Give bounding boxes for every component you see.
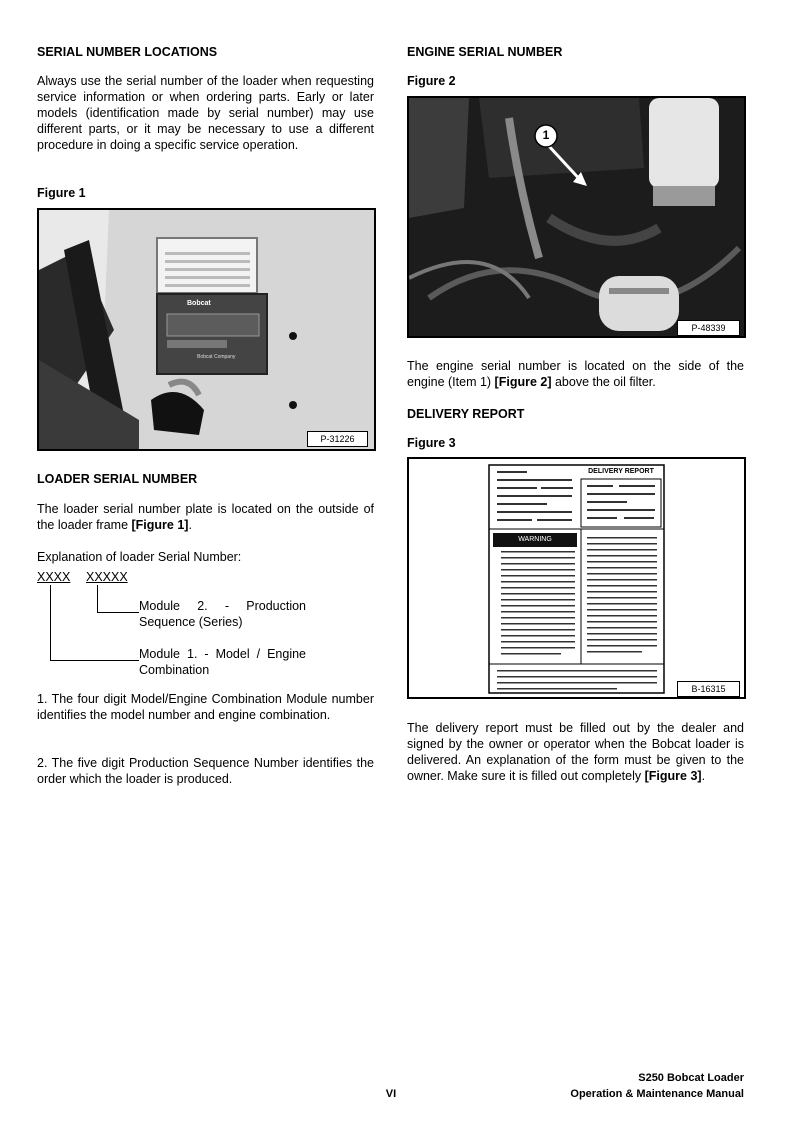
- figure3-form: [407, 457, 746, 699]
- delivery-report-text-end: .: [701, 769, 706, 783]
- engine-illustration: [409, 98, 744, 336]
- loader-serial-text-end: .: [188, 518, 192, 532]
- figure3-ref: B-16315: [677, 681, 740, 697]
- plate-brand: Bobcat: [187, 300, 211, 307]
- engine-serial-text: The engine serial number is located on the side of the engine (Item 1): [407, 359, 744, 389]
- delivery-form-illustration: [409, 459, 744, 697]
- serial-locations-heading: SERIAL NUMBER LOCATIONS: [37, 45, 218, 59]
- delivery-report-heading: DELIVERY REPORT: [407, 407, 525, 421]
- serial-note-1: 1. The four digit Model/Engine Combination Module number identifies the model number and engine combination.: [37, 692, 374, 722]
- figure1-reference: [Figure 1]: [131, 518, 189, 532]
- footer-model: S250 Bobcat Loader: [638, 1072, 744, 1084]
- figure2-reference: [Figure 2]: [494, 375, 552, 389]
- footer-manual: Operation & Maintenance Manual: [570, 1088, 744, 1100]
- form-title: DELIVERY REPORT: [588, 468, 654, 475]
- figure2-photo: [407, 96, 746, 338]
- plate-maker: Bobcat Company: [197, 354, 236, 360]
- figure2-callout-1: 1: [542, 128, 550, 142]
- figure3-reference: [Figure 3]: [644, 769, 702, 783]
- module2-connector-h: [97, 612, 139, 613]
- engine-serial-body: [407, 358, 744, 390]
- loader-serial-text: The loader serial number plate is located on the outside of the loader frame: [37, 502, 374, 532]
- serial-note-2: 2. The five digit Production Sequence Number identifies the order which the loader is produced.: [37, 756, 374, 786]
- module2-label: Module 2. - Production Sequence (Series): [139, 599, 306, 629]
- serial-locations-body: Always use the serial number of the loader when requesting service information or when ordering parts. Early or later models (identification made by serial number) may use different parts, or it may be necessary to use a different procedure in doing a specific service operation.: [37, 74, 374, 152]
- form-warning: WARNING: [518, 536, 552, 543]
- loader-frame-illustration: [39, 210, 374, 449]
- figure1-photo: [37, 208, 376, 451]
- figure2-ref: P-48339: [677, 320, 740, 336]
- loader-serial-heading: LOADER SERIAL NUMBER: [37, 472, 198, 486]
- figure3-caption: Figure 3: [407, 436, 456, 450]
- loader-serial-body: [37, 501, 374, 533]
- delivery-report-body: [407, 720, 744, 784]
- figure2-caption: Figure 2: [407, 74, 456, 88]
- engine-serial-heading: ENGINE SERIAL NUMBER: [407, 45, 563, 59]
- module2-connector-v: [97, 585, 98, 613]
- figure1-caption: Figure 1: [37, 186, 86, 200]
- page-number: VI: [385, 1088, 397, 1100]
- engine-serial-text-end: above the oil filter.: [551, 375, 656, 389]
- serial-code-module2: XXXXX: [86, 570, 128, 584]
- module1-label: Module 1. - Model / Engine Combination: [139, 647, 306, 677]
- module1-connector-h: [50, 660, 139, 661]
- module1-connector-v: [50, 585, 51, 661]
- figure1-ref: P-31226: [307, 431, 368, 447]
- delivery-report-text: The delivery report must be filled out by the dealer and signed by the owner or operator when the Bobcat loader is delivered. An explanation of the form must be given to the owner. Make sure it is filled out completely: [407, 721, 744, 783]
- serial-code-module1: XXXX: [37, 570, 71, 584]
- serial-explanation: Explanation of loader Serial Number:: [37, 550, 242, 564]
